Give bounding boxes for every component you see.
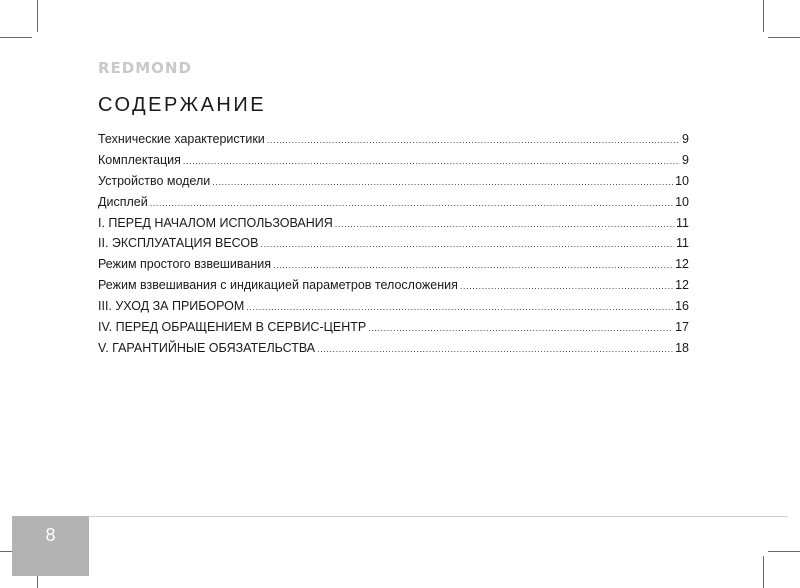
toc-entry-page: 12 (675, 257, 689, 272)
toc-entry-label: IV. ПЕРЕД ОБРАЩЕНИЕМ В СЕРВИС-ЦЕНТР (98, 320, 367, 335)
toc-leader-dots (368, 318, 673, 338)
crop-mark-top-left-v (37, 0, 38, 32)
toc-entry-page: 11 (676, 236, 689, 251)
toc-leader-dots (212, 172, 673, 192)
toc-entry[interactable] (98, 317, 689, 338)
toc-entry[interactable] (98, 129, 689, 150)
table-of-contents (98, 129, 689, 359)
toc-entry-label: I. ПЕРЕД НАЧАЛОМ ИСПОЛЬЗОВАНИЯ (98, 215, 333, 230)
toc-leader-dots (267, 130, 680, 150)
toc-entry-label: Режим простого взвешивания (98, 257, 271, 272)
toc-entry-page: 12 (675, 278, 689, 293)
toc-leader-dots (460, 276, 673, 296)
toc-entry-label: Устройство модели (98, 173, 211, 188)
crop-mark-top-left-h (0, 37, 32, 38)
crop-mark-top-right-v (763, 0, 764, 32)
toc-entry[interactable] (98, 150, 689, 171)
toc-entry-page: 10 (675, 194, 689, 209)
toc-entry-label: Дисплей (98, 194, 148, 209)
toc-leader-dots (260, 234, 674, 254)
toc-entry-page: 17 (675, 320, 689, 335)
toc-leader-dots (150, 193, 673, 213)
toc-entry-page: 11 (676, 215, 689, 230)
toc-leader-dots (335, 214, 674, 234)
crop-mark-bottom-right-h (768, 551, 800, 552)
crop-mark-bottom-right-v (763, 556, 764, 588)
toc-entry-page: 18 (675, 340, 689, 355)
toc-leader-dots (273, 255, 673, 275)
toc-entry-page: 10 (675, 173, 689, 188)
page-title: СОДЕРЖАНИЕ (98, 94, 267, 116)
toc-entry-label: Технические характеристики (98, 132, 265, 146)
toc-entry[interactable] (98, 338, 689, 359)
page-number-tab (12, 516, 89, 576)
toc-entry-label: Режим взвешивания с индикацией параметров телосложения (98, 278, 458, 293)
toc-entry-label: Комплектация (98, 152, 181, 167)
toc-entry-label: V. ГАРАНТИЙНЫЕ ОБЯЗАТЕЛЬСТВА (98, 340, 316, 355)
toc-entry[interactable] (98, 254, 689, 275)
crop-mark-top-right-h (768, 37, 800, 38)
footer-divider (89, 516, 788, 517)
toc-entry-page: 9 (682, 152, 689, 167)
toc-entry[interactable] (98, 213, 689, 234)
toc-entry-label: II. ЭКСПЛУАТАЦИЯ ВЕСОВ (98, 236, 259, 251)
toc-leader-dots (246, 297, 673, 317)
toc-entry[interactable] (98, 296, 689, 317)
toc-entry-page: 9 (682, 132, 689, 146)
toc-entry[interactable] (98, 171, 689, 192)
toc-entry[interactable] (98, 192, 689, 213)
toc-leader-dots (317, 339, 673, 359)
toc-entry[interactable] (98, 275, 689, 296)
toc-entry[interactable] (98, 233, 689, 254)
page-number: 8 (45, 525, 56, 545)
toc-entry-label: III. УХОД ЗА ПРИБОРОМ (98, 299, 245, 314)
brand-logo: REDMOND (98, 59, 192, 77)
toc-leader-dots (183, 151, 680, 171)
toc-entry-page: 16 (675, 299, 689, 314)
